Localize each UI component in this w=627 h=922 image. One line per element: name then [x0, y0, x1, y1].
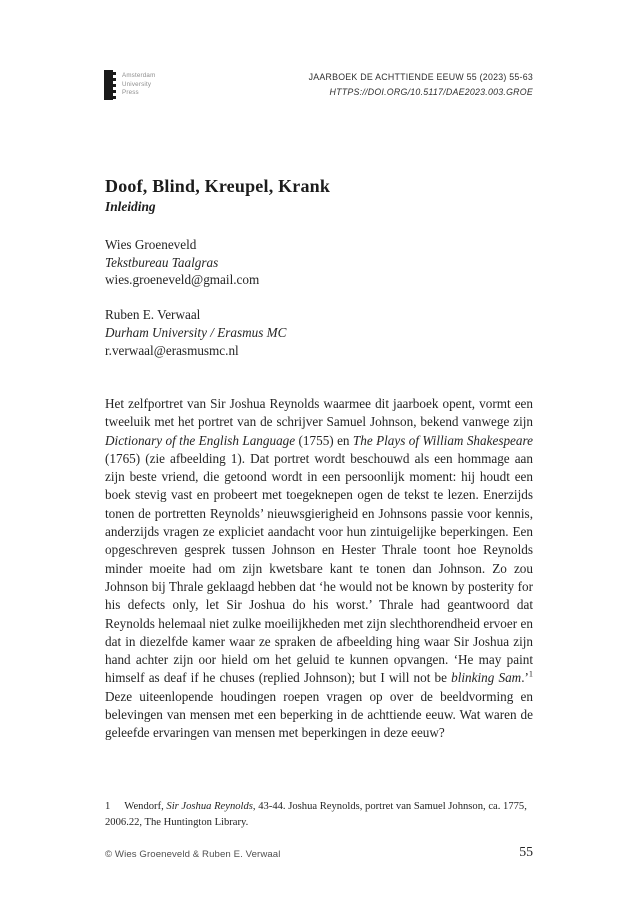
- issue-info: [309, 70, 533, 100]
- author-block: [105, 306, 286, 359]
- footnote-marker: 1: [105, 801, 111, 812]
- footnote-text: Wendorf, Sir Joshua Reynolds, 43-44. Joshua Reynolds, portret van Samuel Johnson, ca. 1775, 2006.22, The Huntington Library.: [105, 801, 527, 828]
- article-title: Doof, Blind, Kreupel, Krank: [105, 176, 331, 196]
- publisher-name-line: Amsterdam: [122, 72, 156, 79]
- author-email: wies.groeneveld@gmail.com: [105, 272, 260, 288]
- page-number: 55: [519, 844, 533, 859]
- author-affiliation: Durham University / Erasmus MC: [105, 324, 287, 340]
- author-affiliation: Tekstbureau Taalgras: [105, 254, 219, 270]
- author-name: Wies Groeneveld: [105, 237, 197, 252]
- author-name: Ruben E. Verwaal: [105, 307, 201, 323]
- author-email: r.verwaal@erasmusmc.nl: [105, 342, 239, 358]
- article-subtitle: Inleiding: [105, 199, 156, 214]
- author-list: [105, 236, 286, 359]
- journal-issue-line: JAARBOEK DE ACHTTIENDE EEUW 55 (2023) 55-63: [308, 72, 533, 82]
- publisher-name-line: University: [122, 80, 152, 88]
- footnote: [105, 799, 533, 830]
- author-block: [105, 236, 286, 289]
- doi-line: HTTPS://DOI.ORG/10.5117/DAE2023.003.GROE: [329, 87, 533, 97]
- publisher-name: [122, 70, 155, 98]
- publisher-logo: [104, 70, 155, 100]
- article-body-paragraph: Het zelfportret van Sir Joshua Reynolds waarmee dit jaarboek opent, vormt een tweeluik met het portret van de schrijver Samuel Johnson, bekend vanwege zijn Dictionary of the English Language (1755) en The Plays of William Shakespeare (1765) (zie afbeelding 1). Dat portret wordt beschouwd als een hommage aan zijn beste vriend, die getoond wordt in een persoonlijk moment: hij houdt een boek stevig vast en probeert met toegeknepen ogen de tekst te lezen. Enerzijds tonen de portretten Reynolds’ nieuwsgierigheid en Johnsons passie voor kennis, anderzijds vragen ze expliciet aandacht voor hun zintuigelijke beperkingen. Een opgeschreven gesprek tussen Johnson en Hester Thrale toont hoe Reynolds minder moeite had om zijn kwetsbare kant te tonen dan Johnson. Zo zou Johnson bij Thrale geklaagd hebben dat ‘he would not be known by posterity for his defects only, let Sir Joshua do his worst.’ Thrale had geantwoord dat Reynolds helemaal niet zulke moeilijkheden met zijn slechthorendheid ervoer en dat in diezelfde kamer waar ze spraken de afbeelding hing waar Sir Joshua zijn hand achter zijn oor hield om het geluid te kunnen opvangen. ‘He may paint himself as deaf if he chuses (replied Johnson); but I will not be blinking Sam.’$^1$ Deze uiteenlopende houdingen roepen vragen op over de beeldvorming en belevingen van mensen met een beperking in de achttiende eeuw. Wat waren de geleefde ervaringen van mensen met beperkingen in deze eeuw?: [105, 396, 533, 741]
- publisher-logo-icon: [104, 70, 116, 100]
- publisher-name-line: Press: [122, 89, 139, 97]
- footer-copyright: © Wies Groeneveld & Ruben E. Verwaal: [105, 849, 281, 860]
